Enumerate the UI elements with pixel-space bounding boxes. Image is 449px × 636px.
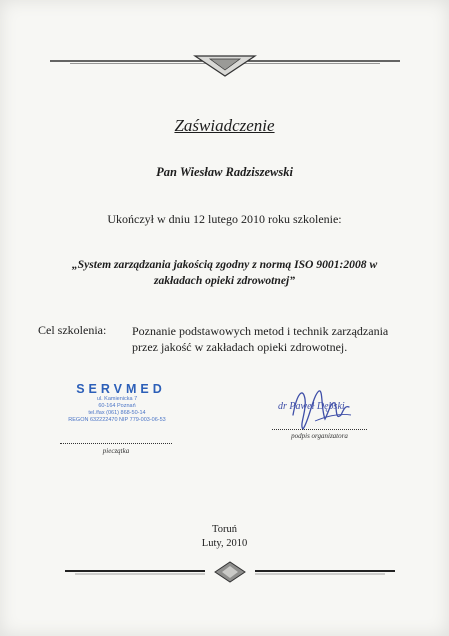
stamp-company-name: SERVMED <box>76 382 166 396</box>
goal-text-line1: Poznanie podstawowych metod i technik zarządzania <box>132 324 389 338</box>
top-ornament <box>50 50 400 80</box>
signature-caption: podpis organizatora <box>291 432 348 440</box>
place-date <box>0 523 449 551</box>
stamp-caption: pieczątka <box>102 447 130 455</box>
stamp-ids-line: REGON 632222470 NIP 779-003-06-53 <box>68 417 166 423</box>
goal-text <box>132 323 432 355</box>
course-title-line2: zakładach opieki zdrowotnej” <box>153 274 296 287</box>
stamp-city-line: 60-164 Poznań <box>98 403 136 409</box>
course-title-line1: „System zarządzania jakością zgodny z normą ISO 9001:2008 w <box>71 258 378 271</box>
stamp-phone-line: tel./fax (061) 868-50-14 <box>88 410 146 416</box>
stamp-dotted-line <box>60 443 172 444</box>
goal-label: Cel szkolenia: <box>38 323 107 337</box>
certificate-title: Zaświadczenie <box>174 116 275 135</box>
signature-dotted-line <box>272 429 367 430</box>
date: Luty, 2010 <box>201 538 248 549</box>
signature-name: dr Paweł Dębski <box>278 401 345 412</box>
course-title <box>40 257 409 289</box>
completion-statement: Ukończył w dniu 12 lutego 2010 roku szkolenie: <box>107 212 342 226</box>
company-stamp <box>58 382 176 424</box>
place: Toruń <box>212 524 237 535</box>
goal-text-line2: przez jakość w zakładach opieki zdrowotnej. <box>132 340 348 354</box>
recipient-name: Pan Wiesław Radziszewski <box>156 165 293 179</box>
stamp-address-line: ul. Kamienicka 7 <box>96 396 138 402</box>
bottom-ornament <box>65 558 395 586</box>
